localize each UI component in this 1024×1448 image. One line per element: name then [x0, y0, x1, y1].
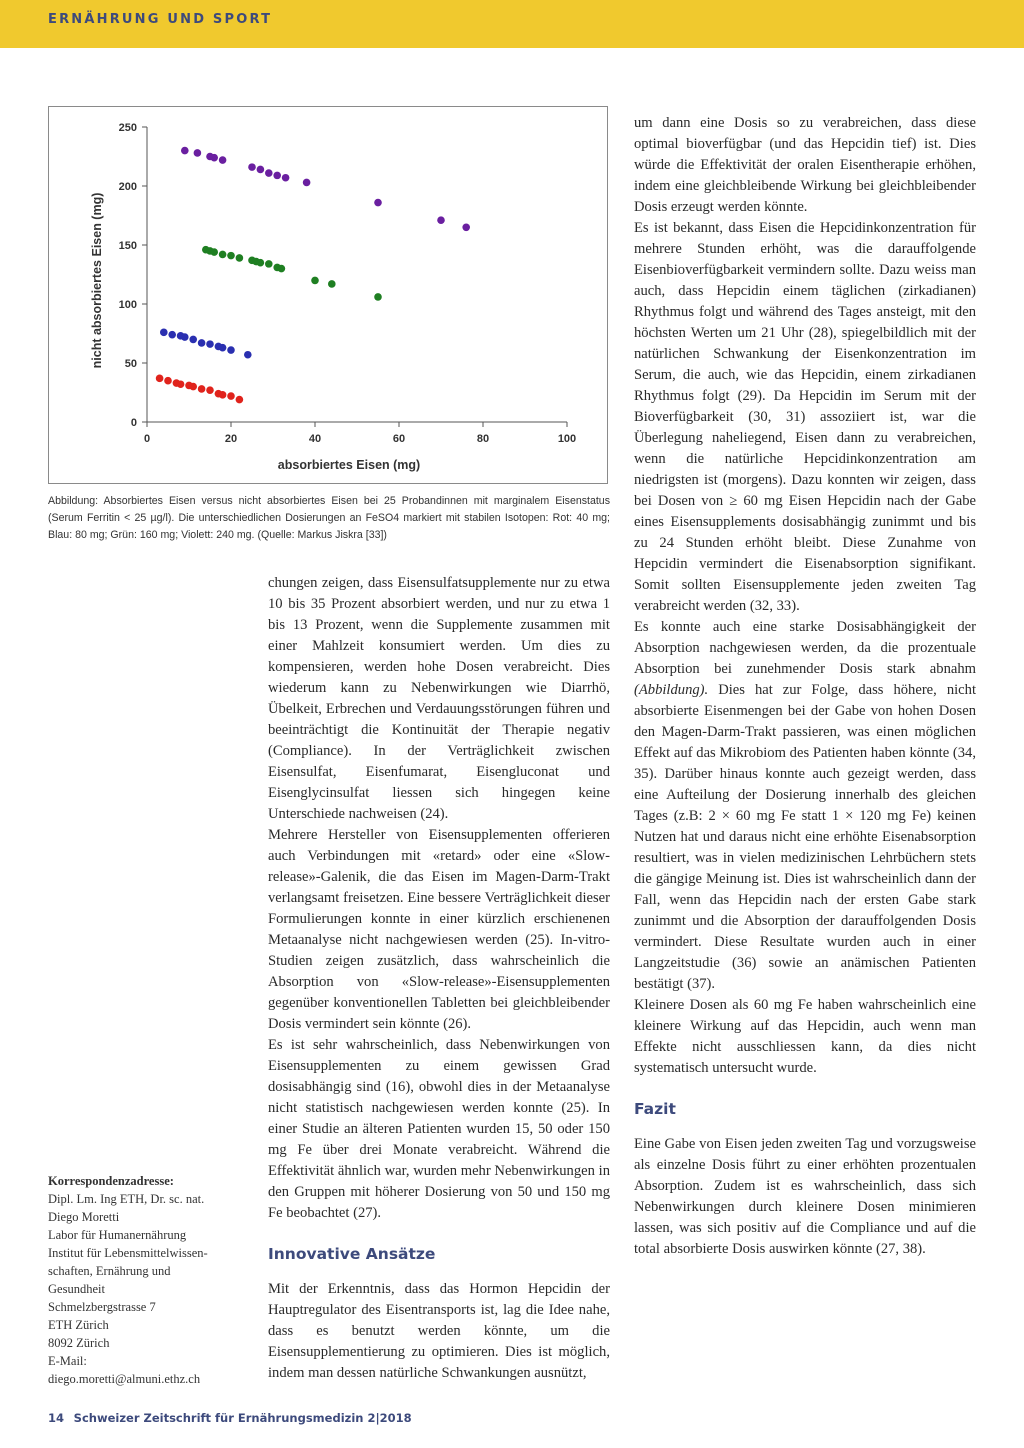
contact-email: diego.moretti@almuni.ethz.ch [48, 1372, 201, 1386]
contact-title: Korrespondenzadresse: [48, 1174, 174, 1188]
paragraph: um dann eine Dosis so zu verabreichen, dass diese optimal bioverfügbar (und das Hepcidin tief) ist. Dies würde die Effektivität der oralen Eisentherapie erhöhen, indem eine gleichbleibende Wirkung bei gleichbleibender Dosis erzeugt werden könnte. [634, 115, 976, 215]
contact-line: Diego Moretti [48, 1210, 120, 1224]
data-point [219, 344, 227, 352]
data-point [156, 375, 164, 383]
scatter-chart [49, 107, 607, 483]
data-point [181, 333, 189, 341]
paragraph: chungen zeigen, dass Eisensulfatsupplemente nur zu etwa 10 bis 35 Prozent absorbiert werden, und nur zu etwa 1 bis 13 Prozent, wenn die Supplemente zusammen mit einer Mahlzeit konsumiert werden. Um dies zu kompensieren, werden hohe Dosen verabreicht. Dies wiederum kann zu Nebenwirkungen wie Diarrhö, Übelkeit, Erbrechen und Verdauungsstörungen führen und beeinträchtigt die Kontinuität der Therapie negativ (Compliance). In der Verträglichkeit zwischen Eisensulfat, Eisenfumarat, Eisengluconat und Eisenglycinsulfat liessen sich hingegen keine Unterschiede nachweisen (24). [268, 575, 610, 822]
data-point [194, 149, 202, 157]
contact-line: 8092 Zürich [48, 1336, 110, 1350]
data-point [177, 380, 185, 388]
header-bar [0, 0, 1024, 48]
data-point [210, 248, 218, 256]
data-point [311, 277, 319, 285]
data-point [227, 346, 235, 354]
data-point [168, 331, 176, 339]
y-tick-label: 50 [124, 358, 137, 370]
data-point [265, 169, 273, 177]
data-point [462, 224, 470, 232]
paragraph: Es ist bekannt, dass Eisen die Hepcidinkonzentration für mehrere Stunden erhöht, was die darauffolgende Eisenbioverfügbarkeit vermindern sollte. Dazu weiss man auch, dass Hepcidin einem täglichen (zirkadianen) Rhythmus folgt und während des Tages ansteigt, mit den höchsten Werten um 21 Uhr (28), spiegelbildlich mit der natürlichen Schwankung der Eisenkonzentration im Serum, die auch, wie das Hepcidin, einem zirkadianen Rhythmus folgt (29). Da Hepcidin im Serum mit der Bioverfügbarkeit (30, 31) assoziiert ist, war die Überlegung naheliegend, Eisen dann zu verabreichen, wenn die natürliche Hepcidinkonzentration am niedrigsten ist (morgens). Dazu konnten wir zeigen, dass bei Dosen von ≥ 60 mg Eisen Hepcidin nach der Gabe eines Eisensupplements dosisabhängig zunimmt und bis zu 24 Stunden erhöht bleibt. Diese Zunahme von Hepcidin vermindert die Eisenabsorption signifikant. Somit sollten Eisensupplemente jeden zweiten Tag verabreicht werden (32, 33). [634, 220, 976, 614]
data-point [198, 339, 206, 347]
correspondence-address [48, 1172, 228, 1388]
figure-caption: Abbildung: Absorbiertes Eisen versus nicht absorbiertes Eisen bei 25 Probandinnen mit marginalem Eisenstatus (Serum Ferritin < 25 µg/l). Die unterschiedlichen Dosierungen an FeSO4 markiert mit stabilen Isotopen: Rot: 40 mg; Blau: 80 mg; Grün: 160 mg; Violett: 240 mg. (Quelle: Markus Jiskra [33]) [48, 495, 610, 541]
data-point [257, 166, 265, 174]
section-heading-innovative: Innovative Ansätze [268, 1245, 436, 1263]
data-point [189, 383, 197, 391]
y-tick-label: 150 [118, 240, 137, 252]
journal-name: Schweizer Zeitschrift für Ernährungsmedizin 2|2018 [73, 1411, 412, 1425]
data-point [206, 386, 214, 394]
section-heading-fazit: Fazit [634, 1100, 676, 1118]
paragraph: Es ist sehr wahrscheinlich, dass Nebenwirkungen von Eisensupplementen zu einem gewissen Grad dosisabhängig sind (16), obwohl dies in der Metaanalyse nicht statistisch nachgewiesen werden konnte (25). In einer Studie an älteren Patienten wurden 15, 50 oder 150 mg Fe über drei Monate verabreicht. Während die Effektivität ähnlich war, wurden mehr Nebenwirkungen in den Gruppen mit höherer Dosierung von 50 und 150 mg Fe beobachtet (27). [268, 1037, 610, 1221]
data-point [210, 154, 218, 162]
page-number: 14 [48, 1411, 65, 1425]
data-point [219, 251, 227, 259]
x-tick-label: 80 [476, 433, 490, 445]
x-tick-label: 100 [557, 433, 577, 445]
data-point [219, 156, 227, 164]
x-tick-label: 60 [392, 433, 406, 445]
column-right [634, 113, 976, 1260]
data-point [303, 179, 311, 187]
y-tick-label: 200 [118, 181, 137, 193]
data-point [374, 199, 382, 207]
x-tick-label: 0 [143, 433, 151, 445]
x-tick-label: 40 [308, 433, 322, 445]
data-point [206, 340, 214, 348]
data-point [244, 351, 252, 359]
y-axis-label: nicht absorbiertes Eisen (mg) [90, 192, 104, 369]
paragraph: Mehrere Hersteller von Eisensupplementen offerieren auch Verbindungen mit «retard» oder eine «Slow-release»-Galenik, die das Eisen im Magen-Darm-Trakt verlangsamt freisetzen. Eine bessere Verträglichkeit dieser Formulierungen konnte in einer kürzlich erschienenen Metaanalyse nicht nachgewiesen werden (25). In-vitro-Studien zeigen zusätzlich, dass wahrscheinlich die Absorption von «Slow-release»-Eisensupplementen gegenüber konventionellen Tabletten bei gleichbleibender Dosis vermindert sein könnte (26). [268, 827, 610, 1032]
data-point [189, 336, 197, 344]
data-point [236, 396, 244, 404]
contact-line: Gesundheit [48, 1282, 105, 1296]
paragraph: Kleinere Dosen als 60 mg Fe haben wahrscheinlich eine kleinere Wirkung auf das Hepcidin, auch wenn man Effekte nicht ausschliessen kann, da dies nicht systematisch untersucht wurde. [634, 997, 976, 1076]
paragraph: Mit der Erkenntnis, dass das Hormon Hepcidin der Hauptregulator des Eisentransports ist, lag die Idee nahe, dass es benutzt werden könnte, um die Eisensupplementierung zu optimieren. Dies ist möglich, indem man dessen natürliche Schwankungen ausnützt, [268, 1281, 610, 1381]
data-point [282, 174, 290, 182]
figure-frame [48, 106, 608, 484]
data-point [227, 392, 235, 400]
text-run: Dies hat zur Folge, dass höhere, nicht absorbierte Eisenmengen bei der Gabe von hohen Dosen den Magen-Darm-Trakt passieren, was einen möglichen Effekt auf das Mikrobiom des Patienten haben könnte (34, 35). Darüber hinaus konnte auch gezeigt werden, dass eine Aufteilung der Dosierung innerhalb des gleichen Tages (z.B: 2 × 60 mg Fe statt 1 × 120 mg Fe) keinen Nutzen hat und daraus nicht eine erhöhte Eisenabsorption resultiert, was in vielen medizinischen Lehrbüchern stets die gängige Meinung ist. Dies ist wahrscheinlich dann der Fall, wenn das Hepcidin nach der ersten Gabe stark zunimmt und die Absorption der darauffolgenden Dosis vermindert. Diese Resultate wurden auch in einer Langzeitstudie (36) sowie an anämischen Patienten bestätigt (37). [634, 682, 976, 992]
data-point [374, 293, 382, 301]
contact-line: Dipl. Lm. Ing ETH, Dr. sc. nat. [48, 1192, 205, 1206]
data-point [273, 172, 281, 180]
contact-line: Labor für Humanernährung [48, 1228, 187, 1242]
x-tick-label: 20 [224, 433, 238, 445]
page-footer [48, 1411, 412, 1425]
data-point [219, 391, 227, 399]
data-point [160, 329, 168, 337]
contact-line: Institut für Lebensmittelwissen- [48, 1246, 208, 1260]
data-point [248, 163, 256, 171]
paragraph [634, 617, 976, 995]
data-point [278, 265, 286, 273]
data-point [164, 377, 172, 385]
data-point [437, 216, 445, 224]
contact-line: ETH Zürich [48, 1318, 109, 1332]
contact-line: Schmelzbergstrasse 7 [48, 1300, 156, 1314]
data-point [227, 252, 235, 260]
contact-line: E-Mail: [48, 1354, 87, 1368]
paragraph: Eine Gabe von Eisen jeden zweiten Tag und vorzugsweise als einzelne Dosis führt zu einer erhöhten prozentualen Absorption. Zudem ist es wahrscheinlich, dass sich Nebenwirkungen durch kleinere Dosen minimieren lassen, was sich positiv auf die Compliance und auf die total absorbierte Dosis auswirken könnte (27, 38). [634, 1136, 976, 1257]
data-point [265, 260, 273, 268]
y-tick-label: 100 [118, 299, 137, 311]
data-point [257, 259, 265, 267]
x-axis-label: absorbiertes Eisen (mg) [277, 458, 421, 472]
text-run: Es konnte auch eine starke Dosisabhängigkeit der Absorption nachgewiesen werden, da die prozentuale Absorption bei zunehmender Dosis stark abnahm [634, 619, 976, 677]
data-point [328, 280, 336, 288]
data-point [181, 147, 189, 155]
data-point [236, 254, 244, 262]
column-middle [268, 573, 610, 1384]
y-tick-label: 0 [130, 417, 137, 429]
section-title: ERNÄHRUNG UND SPORT [48, 12, 273, 27]
data-point [198, 385, 206, 393]
contact-line: schaften, Ernährung und [48, 1264, 171, 1278]
figure-reference: (Abbildung). [634, 682, 709, 698]
y-tick-label: 250 [118, 122, 137, 134]
